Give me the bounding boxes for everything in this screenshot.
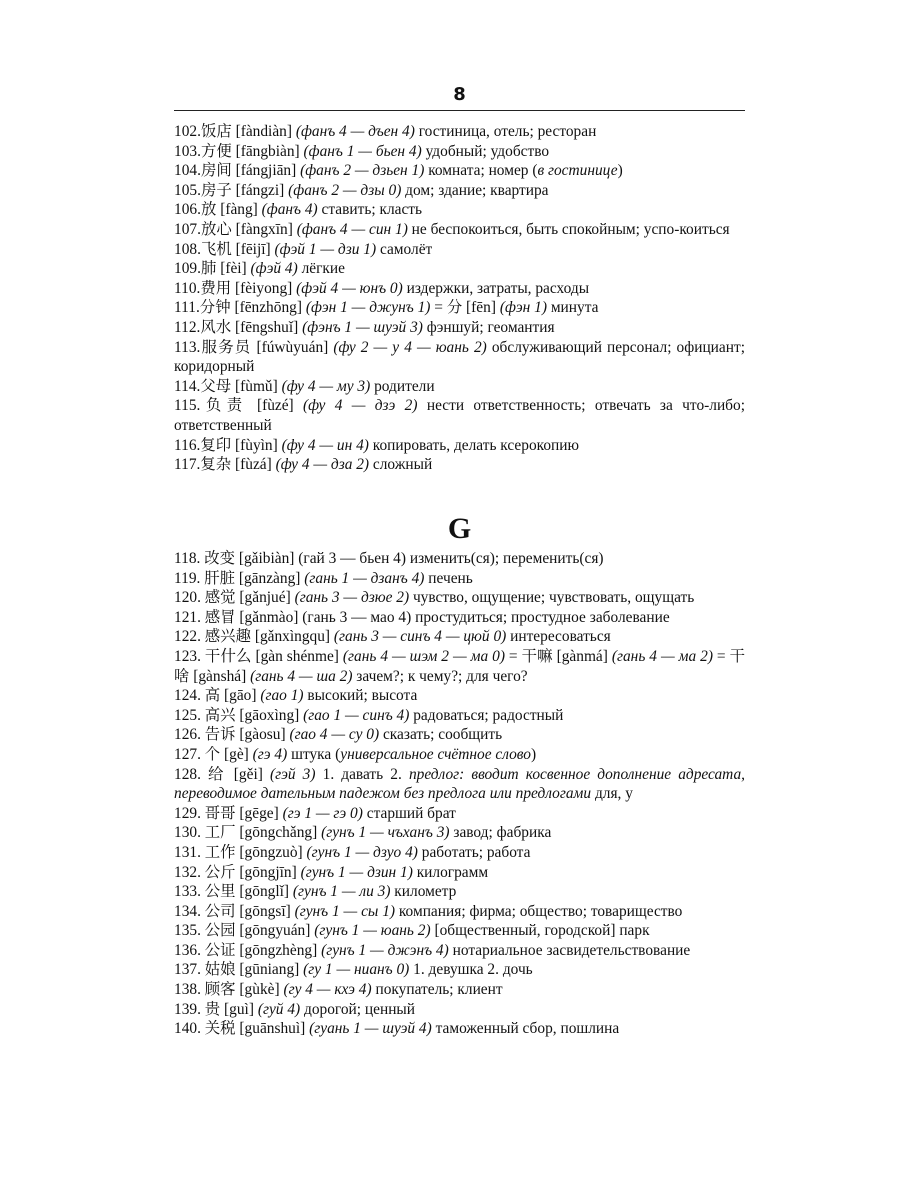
transcription: (гуй 4) (257, 1000, 301, 1018)
dictionary-entry (174, 706, 745, 726)
meaning: работать; работа (417, 843, 531, 861)
dictionary-entry (174, 220, 745, 240)
pinyin: [fùzé] (247, 397, 304, 415)
meaning: сказать; сообщить (379, 726, 503, 744)
transcription: (фу 4 — дза 2) (275, 456, 370, 474)
chinese-word: 工作 (204, 843, 236, 861)
pinyin: [fēngshuǐ] (231, 318, 303, 336)
pinyin: [gūniang] (235, 961, 304, 979)
meaning: не беспокоиться, быть спокойным; успо-коиться (407, 220, 730, 238)
transcription: (фэнъ 1 — шуэй 3) (302, 318, 423, 336)
transcription: (гао 1) (260, 687, 304, 705)
dictionary-entry (174, 549, 745, 569)
pinyin: [fèi] (216, 260, 251, 278)
dictionary-entry (174, 396, 745, 435)
transcription: (фанъ 4) (261, 201, 318, 219)
chinese-word: 高 (204, 687, 221, 705)
dictionary-entry (174, 298, 745, 318)
pinyin: [fángjiān] (231, 162, 301, 180)
pinyin: [gǎnmào] (235, 608, 303, 626)
transcription: (фанъ 2 — дзьен 1) (300, 162, 425, 180)
transcription: (фу 2 — у 4 — юань 2) (333, 338, 487, 356)
transcription: (фэй 1 — дзи 1) (274, 240, 377, 258)
meaning: = 分 [fēn] (430, 299, 500, 317)
dictionary-entry (174, 588, 745, 608)
meaning: нести ответственность; отвечать за что-либо; ответственный (174, 397, 745, 434)
chinese-word: 姑娘 (204, 961, 236, 979)
chinese-word: 房间 (200, 162, 232, 180)
meaning: покупатель; клиент (371, 981, 503, 999)
dictionary-entry (174, 863, 745, 883)
chinese-word: 房子 (200, 181, 232, 199)
transcription: (гунъ 1 — дзуо 4) (306, 843, 418, 861)
transcription: (фэй 4 — юнъ 0) (296, 279, 403, 297)
entry-number: 122. (174, 628, 205, 646)
transcription: (фу 4 — му 3) (281, 377, 371, 395)
chinese-word: 公园 (204, 922, 236, 940)
entry-number: 105. (174, 181, 201, 199)
dictionary-entry (174, 436, 745, 456)
chinese-word: 感兴趣 (204, 628, 251, 646)
chinese-word: 负责 (200, 397, 248, 415)
chinese-word: 放 (200, 201, 217, 219)
chinese-word: 分钟 (199, 299, 231, 317)
entry-number: 123. (174, 647, 205, 665)
transcription: (гань 4 — ша 2) (250, 667, 353, 685)
meaning: самолёт (376, 240, 433, 258)
meaning: (гай 3 — бьен 4) изменить(ся); переменить(ся) (298, 550, 604, 567)
chinese-word: 工厂 (204, 824, 236, 842)
pinyin: [fùmǔ] (231, 377, 282, 395)
meaning: = 干嘛 [gànmá] (504, 647, 612, 665)
chinese-word: 服务员 (200, 338, 252, 356)
entry-number: 116. (174, 436, 201, 454)
entry-number: 140. (174, 1020, 205, 1038)
transcription: (фанъ 1 — бьен 4) (303, 142, 422, 160)
meaning: сложный (369, 456, 433, 474)
pinyin: [fùyìn] (231, 436, 282, 454)
meaning: (гань 3 — мао 4) простудиться; простудное заболевание (302, 608, 670, 626)
entry-number: 137. (174, 961, 205, 979)
meaning: родители (370, 377, 435, 395)
transcription: (фу 4 — ин 4) (281, 436, 369, 454)
transcription: (фанъ 2 — дзы 0) (288, 181, 402, 199)
meaning: ставить; класть (317, 201, 423, 219)
dictionary-entry (174, 823, 745, 843)
chinese-word: 给 (208, 765, 227, 783)
entry-number: 113. (174, 338, 201, 356)
pinyin: [gēge] (235, 804, 283, 822)
dictionary-entry (174, 902, 745, 922)
dictionary-entry (174, 960, 745, 980)
chinese-word: 告诉 (204, 726, 236, 744)
meaning: компания; фирма; общество; товарищество (395, 902, 683, 920)
meaning: радоваться; радостный (409, 706, 564, 724)
entry-number: 125. (174, 706, 205, 724)
entry-number: 114. (174, 377, 201, 395)
transcription: (гэй 3) (269, 765, 316, 783)
dictionary-entry (174, 455, 745, 475)
transcription: (гу 1 — нианъ 0) (303, 961, 410, 979)
transcription: (фэн 1 — джунъ 1) (305, 299, 431, 317)
chinese-word: 放心 (200, 220, 232, 238)
transcription: (гэ 4) (252, 745, 288, 763)
entry-number: 128. (174, 765, 209, 783)
dictionary-entry (174, 122, 745, 142)
transcription: (гань 4 — ма 2) (611, 647, 713, 665)
entry-number: 102. (174, 123, 201, 140)
meaning: минута (546, 299, 599, 317)
page-number: 8 (453, 84, 466, 105)
entry-number: 139. (174, 1000, 205, 1018)
pinyin: [gǎnxìngqu] (250, 628, 334, 646)
entry-number: 107. (174, 220, 201, 238)
chinese-word: 哥哥 (204, 804, 236, 822)
entry-number: 110. (174, 279, 201, 297)
meaning: чувство, ощущение; чувствовать, ощущать (409, 589, 695, 607)
entry-number: 103. (174, 142, 201, 160)
meaning: завод; фабрика (449, 824, 552, 842)
meaning: интересоваться (506, 628, 611, 646)
transcription: (фу 4 — дзэ 2) (303, 397, 418, 415)
transcription: (гунъ 1 — дзин 1) (300, 863, 413, 881)
chinese-word: 改变 (204, 550, 236, 567)
meaning: обслуживающий персонал; официант; коридорный (174, 338, 745, 376)
entry-number: 111. (174, 299, 200, 317)
transcription: (фанъ 4 — дъен 4) (295, 123, 415, 140)
pinyin: [gùkè] (235, 981, 284, 999)
dictionary-entry (174, 843, 745, 863)
dictionary-entry (174, 745, 745, 765)
dictionary-entry (174, 1019, 745, 1039)
pinyin: [guì] (220, 1000, 258, 1018)
chinese-word: 高兴 (204, 706, 236, 724)
dictionary-entry (174, 1000, 745, 1020)
pinyin: [gōngjīn] (235, 863, 301, 881)
chinese-word: 肺 (200, 260, 217, 278)
entry-number: 127. (174, 745, 205, 763)
dictionary-entry (174, 259, 745, 279)
chinese-word: 饭店 (200, 123, 232, 140)
entry-number: 134. (174, 902, 205, 920)
entry-number: 133. (174, 883, 205, 901)
pinyin: [gǎibiàn] (235, 550, 299, 567)
chinese-word: 费用 (200, 279, 232, 297)
dictionary-entry (174, 200, 745, 220)
section-letter: G (447, 512, 472, 545)
dictionary-entry (174, 161, 745, 181)
pinyin: [gǎnjué] (235, 589, 295, 607)
meaning: для, у (591, 785, 633, 803)
meaning: штука ( (287, 745, 341, 763)
dictionary-entry (174, 377, 745, 397)
pinyin: [fùzá] (231, 456, 276, 474)
entry-number: 120. (174, 589, 205, 607)
meaning: зачем?; к чему?; для чего? (352, 667, 528, 685)
dictionary-entry (174, 240, 745, 260)
pinyin: [gàn shénme] (251, 647, 343, 665)
dictionary-entry (174, 338, 745, 377)
meaning: печень (424, 569, 473, 587)
dictionary-entry (174, 569, 745, 589)
chinese-word: 关税 (204, 1020, 236, 1038)
page-header (174, 82, 745, 111)
transcription: (гань 3 — синъ 4 — цюй 0) (333, 628, 507, 646)
transcription: (фэн 1) (499, 299, 547, 317)
pinyin: [fèiyong] (231, 279, 297, 297)
meaning: старший брат (362, 804, 456, 822)
entry-number: 108. (174, 240, 201, 258)
entry-number: 124. (174, 687, 205, 705)
note: в гостинице (537, 162, 618, 180)
chinese-word: 方便 (200, 142, 232, 160)
pinyin: [gōngzhèng] (235, 941, 322, 959)
chinese-word: 飞机 (200, 240, 232, 258)
entry-number: 119. (174, 569, 205, 587)
entry-number: 129. (174, 804, 205, 822)
dictionary-entry (174, 181, 745, 201)
chinese-word: 复杂 (200, 456, 232, 474)
transcription: (гунъ 1 — джэнъ 4) (321, 941, 449, 959)
dictionary-entry (174, 686, 745, 706)
chinese-word: 风水 (200, 318, 232, 336)
entry-number: 115. (174, 397, 201, 415)
transcription: (гунъ 1 — сы 1) (294, 902, 396, 920)
entry-number: 126. (174, 726, 205, 744)
entry-number: 112. (174, 318, 201, 336)
meaning: километр (390, 883, 457, 901)
chinese-word: 感觉 (204, 589, 236, 607)
pinyin: [fēnzhōng] (230, 299, 306, 317)
meaning: комната; номер ( (424, 162, 538, 180)
meaning: таможенный сбор, пошлина (431, 1020, 620, 1038)
pinyin: [fēijī] (231, 240, 275, 258)
chinese-word: 公证 (204, 941, 236, 959)
dictionary-entry (174, 647, 745, 686)
chinese-word: 公司 (204, 902, 236, 920)
dictionary-entry (174, 318, 745, 338)
transcription: (гань 4 — шэм 2 — ма 0) (342, 647, 505, 665)
meaning: издержки, затраты, расходы (402, 279, 590, 297)
meaning: ) (617, 162, 623, 180)
dictionary-entry (174, 765, 745, 804)
entry-number: 109. (174, 260, 201, 278)
transcription: (гань 3 — дзюе 2) (294, 589, 410, 607)
entry-number: 106. (174, 201, 201, 219)
pinyin: [gāoxìng] (235, 706, 304, 724)
chinese-word: 肝脏 (204, 569, 236, 587)
pinyin: [gānzàng] (235, 569, 305, 587)
dictionary-entry (174, 804, 745, 824)
pinyin: [fàndiàn] (231, 123, 296, 140)
entry-list-f (174, 122, 745, 475)
entry-number: 121. (174, 608, 205, 626)
transcription: (гао 4 — су 0) (289, 726, 380, 744)
dictionary-entry (174, 627, 745, 647)
meaning: килограмм (412, 863, 489, 881)
meaning: фэншуй; геомантия (422, 318, 555, 336)
chinese-word: 贵 (204, 1000, 221, 1018)
pinyin: [gàosu] (235, 726, 290, 744)
pinyin: [gōngsī] (235, 902, 295, 920)
transcription: (гунъ 1 — юань 2) (314, 922, 431, 940)
meaning: ) (530, 745, 537, 763)
chinese-word: 顾客 (204, 981, 236, 999)
meaning: удобный; удобство (421, 142, 550, 160)
meaning: лёгкие (297, 260, 345, 278)
transcription: (фэй 4) (250, 260, 298, 278)
meaning: высокий; высота (303, 687, 418, 705)
transcription: (гунъ 1 — чъханъ 3) (321, 824, 450, 842)
entry-number: 118. (174, 550, 205, 567)
pinyin: [gāo] (220, 687, 261, 705)
meaning: гостиница, отель; ресторан (414, 123, 597, 140)
entry-number: 130. (174, 824, 205, 842)
meaning: = 干啥 [gànshá] (174, 647, 745, 685)
meaning: нотариальное засвидетельствование (448, 941, 691, 959)
meaning: [общественный, городской] парк (430, 922, 650, 940)
chinese-word: 个 (204, 745, 221, 763)
pinyin: [gěi] (226, 765, 270, 783)
meaning: копировать, делать ксерокопию (368, 436, 580, 454)
entry-number: 135. (174, 922, 205, 940)
transcription: (гань 1 — дзанъ 4) (304, 569, 425, 587)
pinyin: [gōngyuán] (235, 922, 315, 940)
entry-list-g (174, 549, 745, 1039)
pinyin: [gōngchǎng] (235, 824, 322, 842)
chinese-word: 公斤 (204, 863, 236, 881)
dictionary-entry (174, 941, 745, 961)
pinyin: [gōngzuò] (235, 843, 307, 861)
chinese-word: 干什么 (204, 647, 252, 665)
transcription: (гуань 1 — шуэй 4) (309, 1020, 432, 1038)
meaning: 1. девушка 2. дочь (409, 961, 533, 979)
entry-number: 138. (174, 981, 205, 999)
chinese-word: 公里 (204, 883, 236, 901)
pinyin: [guānshuì] (235, 1020, 310, 1038)
meaning: 1. давать 2. (315, 765, 409, 783)
note: универсальное счётное слово (340, 745, 531, 763)
pinyin: [fángzi] (231, 181, 289, 199)
transcription: (гао 1 — синъ 4) (303, 706, 410, 724)
pinyin: [gè] (220, 745, 253, 763)
dictionary-entry (174, 882, 745, 902)
entry-number: 117. (174, 456, 201, 474)
transcription: (гу 4 — кхэ 4) (283, 981, 372, 999)
chinese-word: 复印 (200, 436, 232, 454)
pinyin: [fàng] (216, 201, 262, 219)
entry-number: 132. (174, 863, 205, 881)
chinese-word: 感冒 (204, 608, 236, 626)
pinyin: [fúwùyuán] (251, 338, 334, 356)
chinese-word: 父母 (200, 377, 232, 395)
transcription: (фанъ 4 — син 1) (296, 220, 408, 238)
dictionary-entry (174, 142, 745, 162)
pinyin: [fàngxīn] (231, 220, 297, 238)
dictionary-entry (174, 608, 745, 628)
note: предлог: вводит косвенное дополнение адресата, переводимое дательным падежом без предлога или предлогами (174, 765, 746, 803)
meaning: дом; здание; квартира (401, 181, 549, 199)
pinyin: [gōnglǐ] (235, 883, 293, 901)
entry-number: 131. (174, 843, 205, 861)
transcription: (гунъ 1 — ли 3) (292, 883, 391, 901)
meaning: дорогой; ценный (300, 1000, 416, 1018)
dictionary-entry (174, 921, 745, 941)
entry-number: 136. (174, 941, 205, 959)
transcription: (гэ 1 — гэ 0) (282, 804, 363, 822)
pinyin: [fāngbiàn] (231, 142, 304, 160)
dictionary-entry (174, 279, 745, 299)
entry-number: 104. (174, 162, 201, 180)
dictionary-entry (174, 725, 745, 745)
dictionary-entry (174, 980, 745, 1000)
